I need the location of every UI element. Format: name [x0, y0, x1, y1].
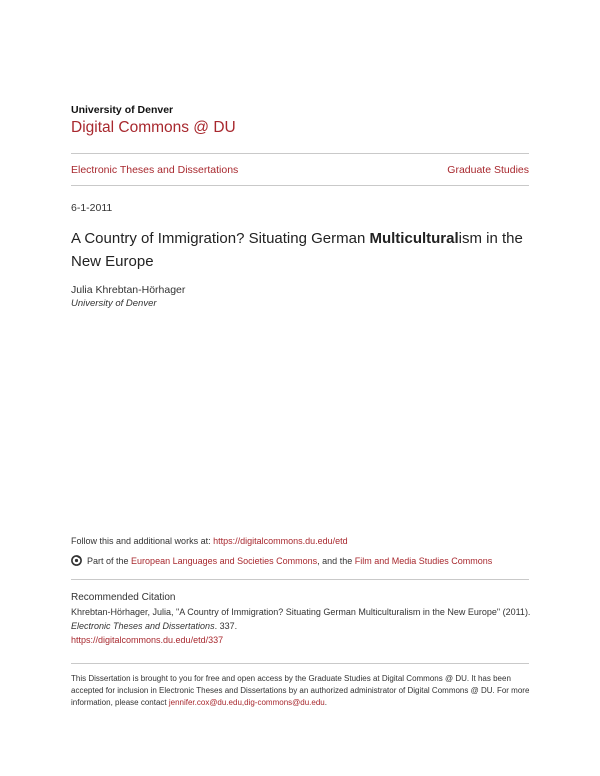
collection-url-link[interactable]: https://digitalcommons.du.edu/etd: [213, 536, 348, 546]
divider: [71, 579, 529, 580]
unit-link[interactable]: Graduate Studies: [447, 164, 529, 176]
divider: [71, 153, 529, 154]
repository-name[interactable]: Digital Commons @ DU: [71, 119, 236, 136]
author-name: Julia Khrebtan-Hörhager: [71, 284, 186, 296]
author-affiliation: University of Denver: [71, 298, 157, 309]
notice-text: This Dissertation is brought to you for free and open access by the Graduate Studies at Digital Commons @ DU. It has been accepted for inclusion in Electronic Theses and Dissertations by an authorized administrator of Digital Commons @ DU. For more information, please contact: [71, 674, 530, 707]
access-notice: [71, 673, 533, 709]
notice-end: .: [324, 698, 327, 707]
citation-text: [71, 605, 531, 647]
citation-number: . 337.: [214, 621, 238, 631]
citation-series: Electronic Theses and Dissertations: [71, 621, 215, 631]
title-emphasis: Multicultural: [369, 230, 459, 247]
european-languages-commons-link[interactable]: European Languages and Societies Commons: [131, 555, 318, 566]
part-of-prefix: Part of the: [87, 555, 129, 566]
document-title: [71, 227, 531, 273]
part-of-middle: , and the: [317, 555, 353, 566]
divider: [71, 185, 529, 186]
follow-line: [71, 536, 348, 546]
film-media-commons-link[interactable]: Film and Media Studies Commons: [354, 555, 493, 566]
divider: [71, 663, 529, 664]
publication-date: 6-1-2011: [71, 202, 113, 214]
institution-name: University of Denver: [71, 104, 174, 116]
contact-email-link[interactable]: jennifer.cox@du.edu,dig-commons@du.edu: [168, 698, 325, 707]
part-of-line: [71, 555, 492, 566]
title-part: ism in the New Europe: [71, 230, 523, 270]
citation-heading: Recommended Citation: [71, 592, 176, 603]
citation-body: Khrebtan-Hörhager, Julia, "A Country of Immigration? Situating German Multiculturalism in the New Europe" (2011).: [71, 607, 531, 617]
title-part: A Country of Immigration? Situating German: [71, 230, 370, 247]
follow-prefix: Follow this and additional works at:: [71, 536, 214, 546]
open-access-icon: [71, 555, 82, 566]
citation-url-link[interactable]: https://digitalcommons.du.edu/etd/337: [71, 635, 224, 645]
collection-link[interactable]: Electronic Theses and Dissertations: [71, 164, 239, 176]
